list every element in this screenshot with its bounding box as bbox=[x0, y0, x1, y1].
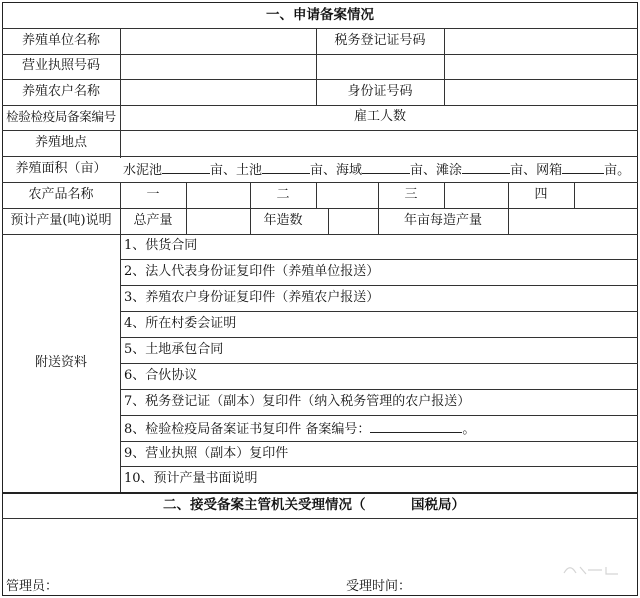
row-divider bbox=[2, 79, 638, 80]
manager-label: 管理员： bbox=[6, 579, 59, 594]
product-number: 三 bbox=[404, 187, 418, 202]
attachment-item: 1、供货合同 bbox=[124, 238, 198, 253]
product-number: 一 bbox=[146, 187, 160, 202]
row-divider bbox=[120, 415, 638, 416]
total-output-label: 总产量 bbox=[133, 213, 173, 228]
area-item: 亩、滩涂 bbox=[410, 163, 463, 178]
attachment-item: 7、税务登记证（副本）复印件（纳入税务管理的农户报送） bbox=[124, 394, 471, 409]
row-divider bbox=[120, 441, 638, 442]
section-divider bbox=[2, 492, 638, 494]
area-item: 亩。 bbox=[604, 163, 631, 178]
tax-reg-label: 税务登记证号码 bbox=[334, 33, 426, 48]
attachment-item: 2、法人代表身份证复印件（养殖单位报送） bbox=[124, 264, 380, 279]
product-number: 二 bbox=[276, 187, 290, 202]
area-item: 亩、土池 bbox=[210, 163, 263, 178]
row-divider bbox=[2, 234, 638, 235]
attachment-item: 4、所在村委会证明 bbox=[124, 316, 237, 331]
row-divider bbox=[120, 363, 638, 364]
id-number-label: 身份证号码 bbox=[347, 84, 413, 99]
attachment-item: 6、合伙协议 bbox=[124, 368, 198, 383]
product-number: 四 bbox=[534, 187, 548, 202]
blank-line[interactable] bbox=[362, 161, 410, 174]
area-fill-line bbox=[123, 161, 630, 179]
blank-line[interactable] bbox=[462, 161, 510, 174]
blank-line[interactable] bbox=[162, 161, 210, 174]
row-divider bbox=[2, 130, 638, 131]
output-note-label: 预计产量(吨)说明 bbox=[10, 213, 112, 228]
area-label: 养殖面积（亩） bbox=[15, 161, 107, 176]
column-divider bbox=[444, 28, 445, 105]
area-item: 亩、网箱 bbox=[510, 163, 563, 178]
row-divider bbox=[2, 156, 638, 157]
blank-line[interactable] bbox=[262, 161, 310, 174]
row-divider bbox=[120, 259, 638, 260]
section-title: 一、申请备案情况 bbox=[266, 7, 374, 23]
per-mu-output-label: 年亩每造产量 bbox=[403, 213, 482, 228]
attachment-item: 8、检验检疫局备案证书复印件 备案编号： bbox=[124, 422, 371, 437]
row-divider bbox=[2, 208, 638, 209]
product-name-label: 农产品名称 bbox=[28, 187, 94, 202]
column-divider bbox=[574, 182, 575, 208]
attachment-item: 9、营业执照（副本）复印件 bbox=[124, 446, 289, 461]
attachment-tail: 。 bbox=[462, 422, 476, 437]
employees-label: 雇工人数 bbox=[353, 109, 406, 124]
attachment-item-8 bbox=[124, 420, 475, 438]
business-license-label: 营业执照号码 bbox=[21, 58, 100, 73]
row-divider bbox=[2, 518, 638, 519]
attachment-item: 10、预计产量书面说明 bbox=[124, 471, 258, 486]
row-divider bbox=[120, 311, 638, 312]
accept-time-label: 受理时间： bbox=[346, 579, 412, 594]
row-divider bbox=[120, 337, 638, 338]
row-divider bbox=[2, 54, 638, 55]
column-divider bbox=[316, 182, 317, 208]
column-divider bbox=[186, 182, 187, 234]
annual-count-label: 年造数 bbox=[263, 213, 303, 228]
farmer-name-label: 养殖农户名称 bbox=[21, 84, 100, 99]
attachment-item: 3、养殖农户身份证复印件（养殖农户报送） bbox=[124, 290, 380, 305]
row-divider bbox=[120, 285, 638, 286]
unit-name-label: 养殖单位名称 bbox=[21, 33, 100, 48]
row-divider bbox=[120, 389, 638, 390]
attachments-label: 附送资料 bbox=[34, 355, 87, 370]
row-divider bbox=[120, 466, 638, 467]
blank-line[interactable] bbox=[562, 161, 604, 174]
row-divider bbox=[2, 182, 638, 183]
column-divider bbox=[120, 28, 121, 158]
row-divider bbox=[2, 28, 638, 29]
location-label: 养殖地点 bbox=[34, 135, 87, 150]
section-title: 二、接受备案主管机关受理情况（ bbox=[163, 497, 366, 513]
quarantine-no-label: 检验检疫局备案编号 bbox=[6, 109, 116, 124]
blank-line[interactable] bbox=[370, 420, 462, 433]
area-item: 水泥池 bbox=[123, 163, 163, 178]
attachment-item: 5、土地承包合同 bbox=[124, 342, 224, 357]
column-divider bbox=[444, 182, 445, 208]
area-item: 亩、海域 bbox=[310, 163, 363, 178]
watermark-icon bbox=[562, 564, 622, 576]
section-title-end: 国税局） bbox=[411, 497, 465, 513]
row-divider bbox=[2, 105, 638, 106]
column-divider bbox=[328, 208, 329, 234]
